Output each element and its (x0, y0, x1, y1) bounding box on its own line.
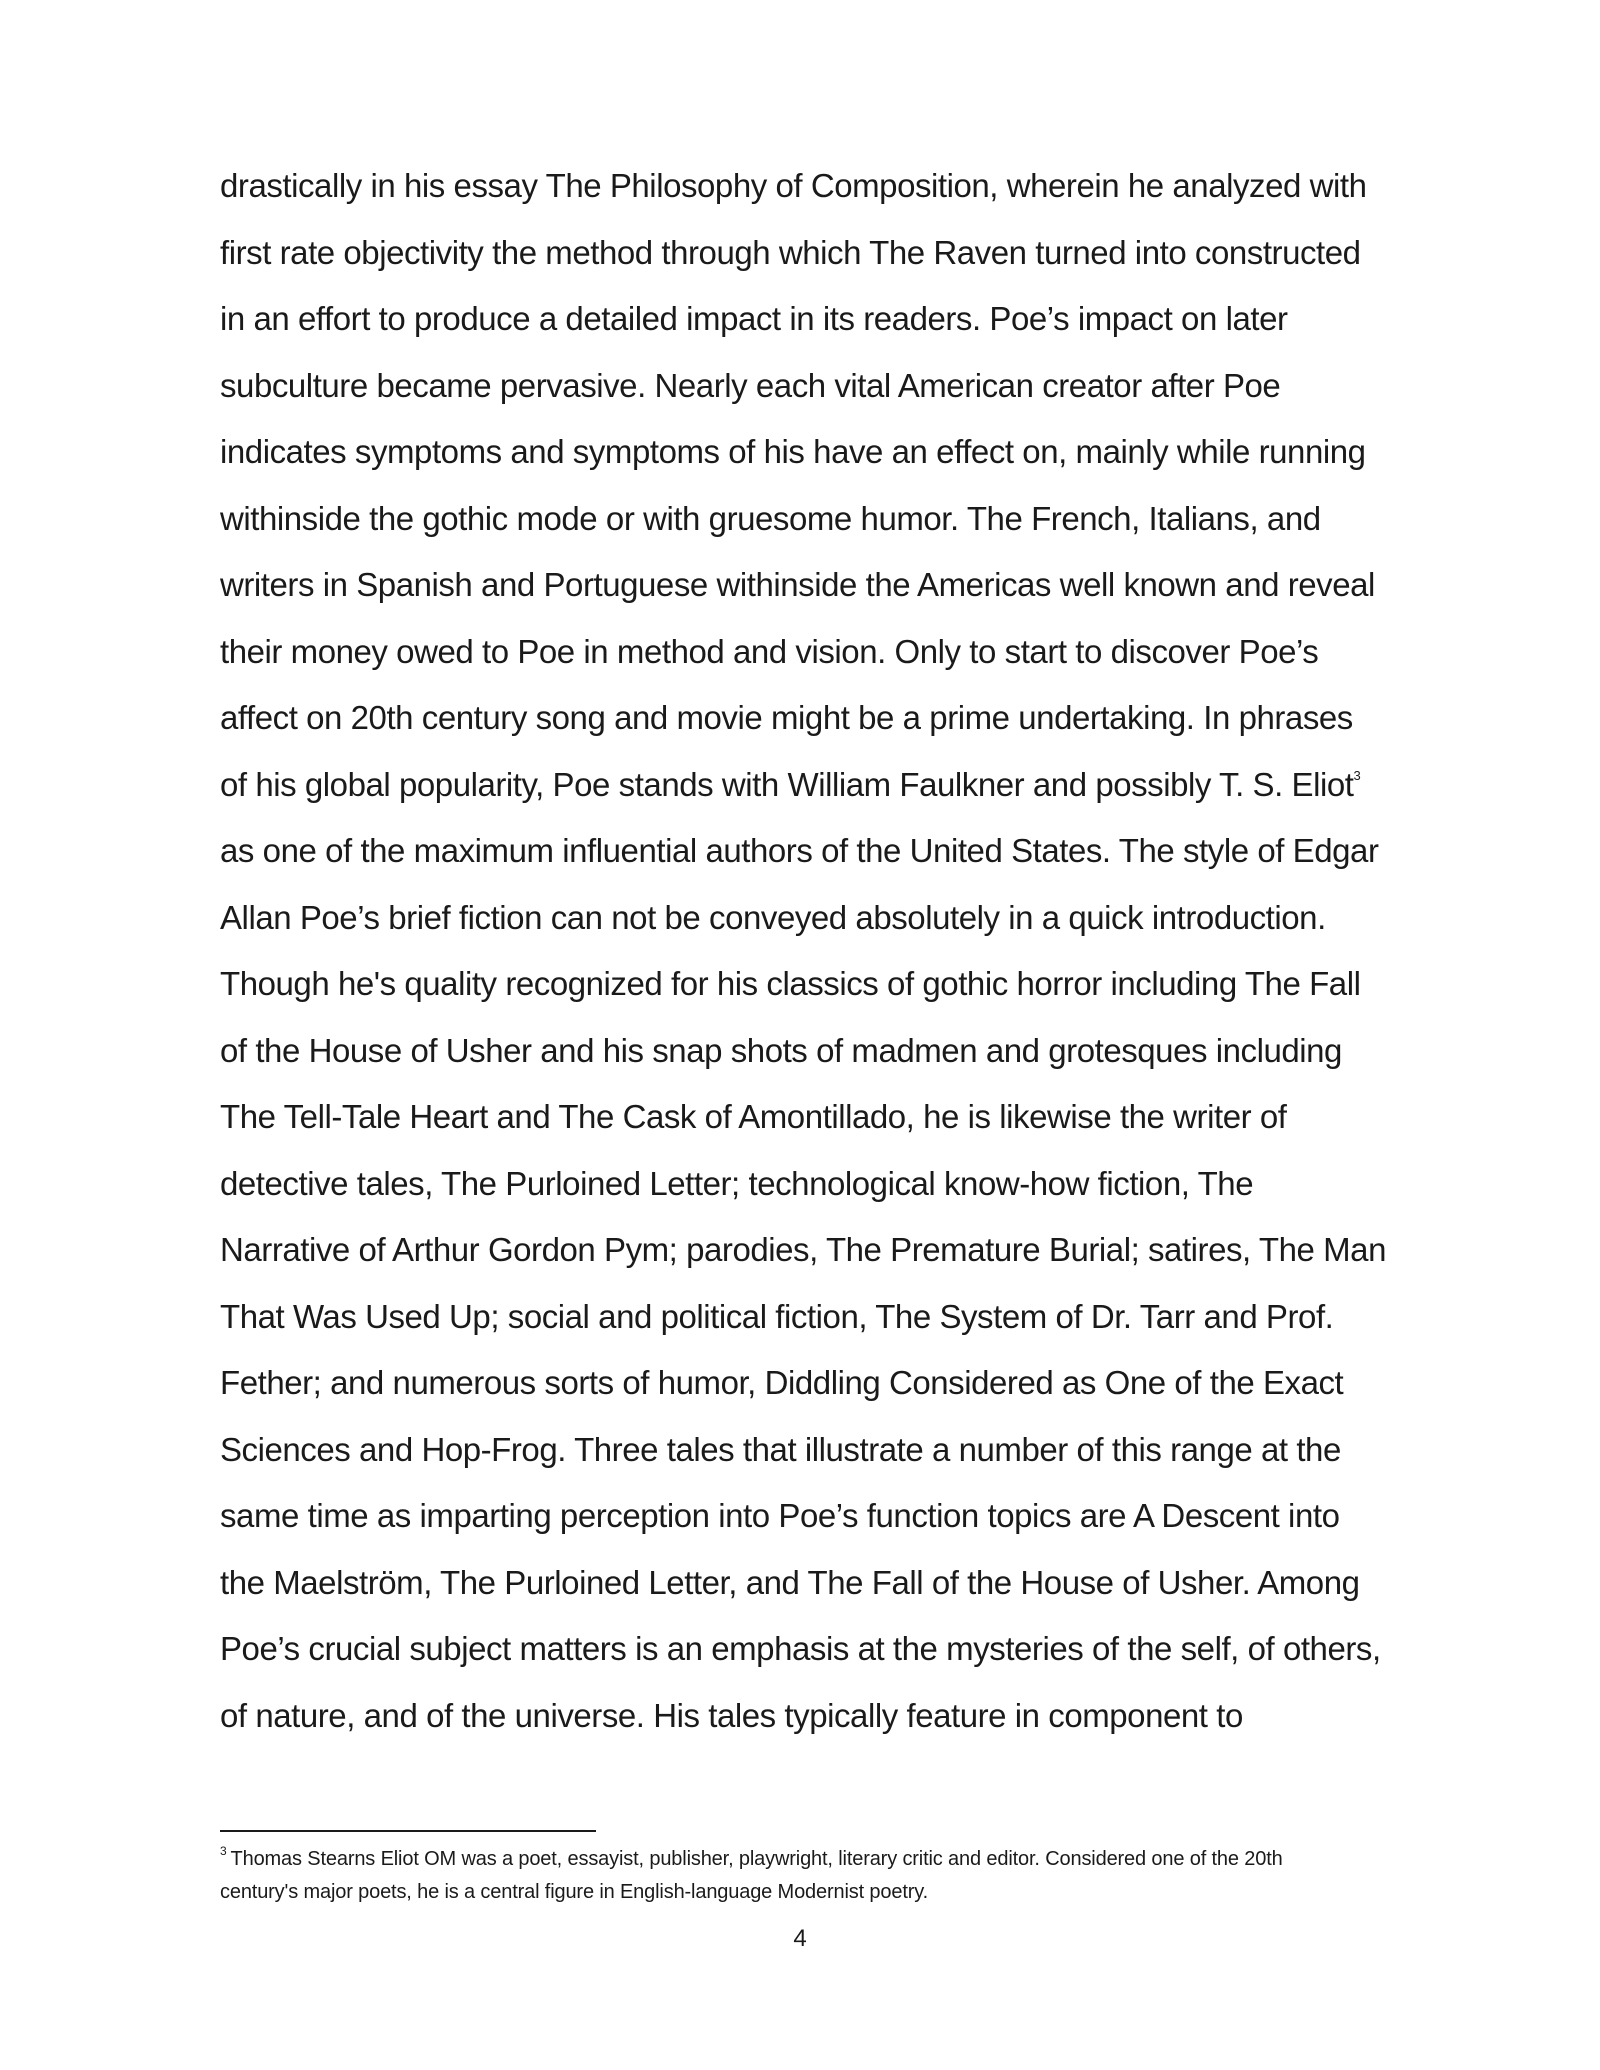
body-line: Sciences and Hop-Frog. Three tales that illustrate a number of this range at the (220, 1430, 1341, 1468)
body-line: Narrative of Arthur Gordon Pym; parodies, The Premature Burial; satires, The Man (220, 1231, 1386, 1268)
footnote-separator (220, 1830, 596, 1832)
body-line: Poe’s crucial subject matters is an emphasis at the mysteries of the self, of others, (220, 1630, 1381, 1667)
page-number: 4 (793, 1925, 807, 1952)
body-line: their money owed to Poe in method and vision. Only to start to discover Poe’s (220, 632, 1319, 670)
body-line: drastically in his essay The Philosophy of Composition, wherein he analyzed with (220, 167, 1367, 204)
body-line: writers in Spanish and Portuguese withinside the Americas well known and reveal (220, 566, 1375, 603)
body-line-text: of his global popularity, Poe stands with William Faulkner and possibly T. S. Eliot (220, 765, 1354, 803)
body-line: detective tales, The Purloined Letter; technological know-how fiction, The (220, 1164, 1254, 1202)
footnote-marker: 3 (220, 1844, 227, 1859)
body-line: Though he's quality recognized for his classics of gothic horror including The Fall (220, 965, 1361, 1002)
footnote (220, 1843, 1480, 1909)
body-line: same time as imparting perception into Poe’s function topics are A Descent into (220, 1497, 1340, 1534)
body-line: of nature, and of the universe. His tales typically feature in component to (220, 1696, 1243, 1734)
body-line: subculture became pervasive. Nearly each vital American creator after Poe (220, 366, 1281, 404)
body-line: the Maelström, The Purloined Letter, and The Fall of the House of Usher. Among (220, 1563, 1360, 1601)
body-line: as one of the maximum influential authors of the United States. The style of Edgar (220, 832, 1379, 869)
body-line: indicates symptoms and symptoms of his have an effect on, mainly while running (220, 433, 1366, 470)
body-line-with-footnote-ref (220, 752, 1460, 819)
footnote-line (220, 1843, 1480, 1876)
body-line: in an effort to produce a detailed impact in its readers. Poe’s impact on later (220, 300, 1288, 337)
footnote-text: Thomas Stearns Eliot OM was a poet, essayist, publisher, playwright, literary critic and editor. Considered one of the 20th (230, 1848, 1283, 1870)
body-line: withinside the gothic mode or with gruesome humor. The French, Italians, and (220, 499, 1321, 537)
footnote-line: century's major poets, he is a central figure in English-language Modernist poetry. (220, 1881, 929, 1903)
body-line: Fether; and numerous sorts of humor, Diddling Considered as One of the Exact (220, 1364, 1344, 1401)
footnote-reference[interactable]: 3 (1353, 767, 1361, 783)
body-line: affect on 20th century song and movie might be a prime undertaking. In phrases (220, 699, 1353, 736)
body-paragraph (220, 153, 1460, 1749)
body-line: first rate objectivity the method through which The Raven turned into constructed (220, 233, 1361, 271)
body-line: That Was Used Up; social and political fiction, The System of Dr. Tarr and Prof. (220, 1297, 1334, 1335)
body-line: Allan Poe’s brief fiction can not be conveyed absolutely in a quick introduction. (220, 898, 1326, 936)
body-line: The Tell-Tale Heart and The Cask of Amontillado, he is likewise the writer of (220, 1098, 1287, 1135)
body-line: of the House of Usher and his snap shots of madmen and grotesques including (220, 1031, 1342, 1069)
